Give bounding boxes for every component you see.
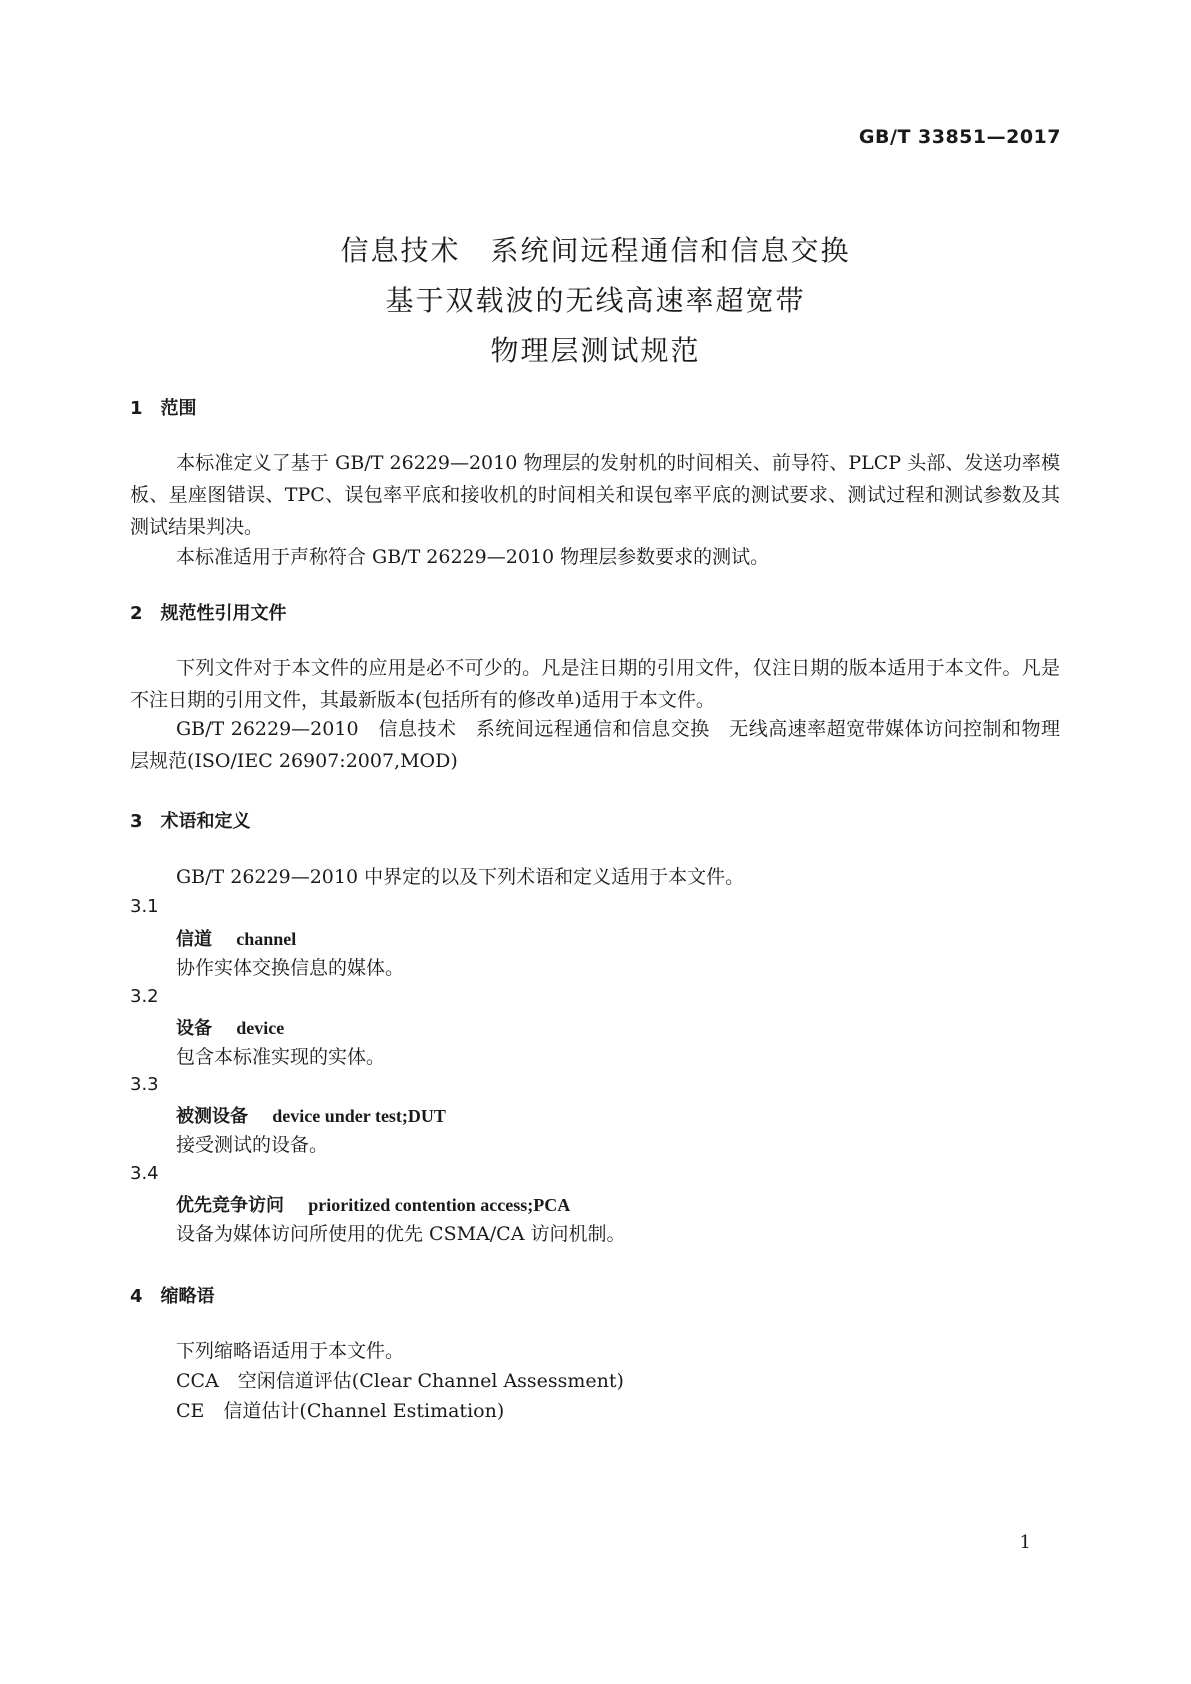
- term-number: 3.3: [130, 1074, 159, 1095]
- terms-intro: GB/T 26229—2010 中界定的以及下列术语和定义适用于本文件。: [176, 866, 745, 888]
- term-heading: 优先竞争访问 prioritized contention access;PCA: [176, 1195, 571, 1216]
- standard-code: GB/T 33851—2017: [858, 126, 1061, 148]
- page-number: 1: [1019, 1532, 1031, 1553]
- term-definition: 接受测试的设备。: [176, 1134, 329, 1156]
- term-heading: 被测设备 device under test;DUT: [176, 1106, 446, 1127]
- term-definition: 协作实体交换信息的媒体。: [176, 957, 405, 979]
- abbreviations-intro: 下列缩略语适用于本文件。: [176, 1340, 405, 1362]
- abbreviation-item: CCA 空闲信道评估(Clear Channel Assessment): [176, 1370, 624, 1392]
- term-heading: 信道 channel: [176, 929, 297, 950]
- title-line-1: 信息技术 系统间远程通信和信息交换: [340, 234, 851, 267]
- title-line-2: 基于双载波的无线高速率超宽带: [385, 284, 806, 317]
- scope-paragraph-2: 本标准适用于声称符合 GB/T 26229—2010 物理层参数要求的测试。: [176, 546, 770, 568]
- references-paragraph-1: 下列文件对于本文件的应用是必不可少的。凡是注日期的引用文件，仅注日期的版本适用于本文件。凡是不注日期的引用文件，其最新版本(包括所有的修改单)适用于本文件。: [130, 657, 1060, 711]
- section-heading-abbreviations: 4 缩略语: [130, 1286, 215, 1307]
- term-number: 3.2: [130, 986, 159, 1007]
- term-definition: 包含本标准实现的实体。: [176, 1046, 386, 1068]
- term-number: 3.1: [130, 896, 159, 917]
- term-definition: 设备为媒体访问所使用的优先 CSMA/CA 访问机制。: [176, 1223, 626, 1245]
- section-heading-terms: 3 术语和定义: [130, 811, 251, 832]
- title-line-3: 物理层测试规范: [490, 334, 701, 367]
- references-paragraph-2: GB/T 26229—2010 信息技术 系统间远程通信和信息交换 无线高速率超宽带媒体访问控制和物理层规范(ISO/IEC 26907:2007,MOD): [130, 718, 1060, 772]
- abbreviation-item: CE 信道估计(Channel Estimation): [176, 1400, 505, 1422]
- term-heading: 设备 device: [176, 1018, 285, 1039]
- section-heading-scope: 1 范围: [130, 398, 197, 419]
- section-heading-normative-references: 2 规范性引用文件: [130, 603, 287, 624]
- term-number: 3.4: [130, 1163, 159, 1184]
- scope-paragraph-1: 本标准定义了基于 GB/T 26229—2010 物理层的发射机的时间相关、前导符、PLCP 头部、发送功率模板、星座图错误、TPC、误包率平底和接收机的时间相关和误包率平底的测试要求、测试过程和测试参数及其测试结果判决。: [130, 452, 1060, 538]
- document-title: [0, 226, 1191, 376]
